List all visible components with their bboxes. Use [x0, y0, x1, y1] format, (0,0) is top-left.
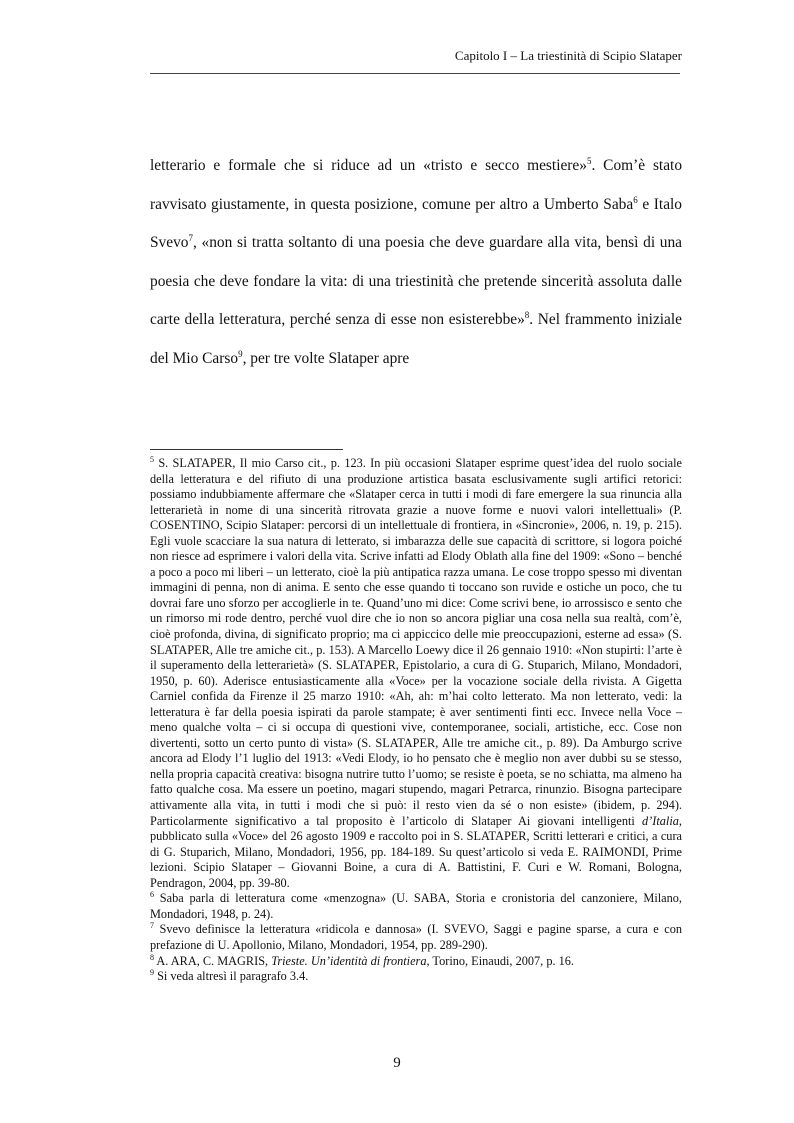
- page-number: 9: [393, 1055, 401, 1071]
- footnote-ref-8[interactable]: 8: [524, 310, 530, 320]
- footnote-number: 7: [150, 921, 154, 931]
- footnote-text: Svevo definisce la letteratura «ridicola e dannosa» (I. SVEVO, Saggi e pagine sparse, a cura e con prefazione di U. Apollonio, Milano, Mondadori, 1954, pp. 289-290).: [150, 922, 682, 952]
- footnote-text: , Torino, Einaudi, 2007, p. 16.: [426, 953, 574, 968]
- body-segment: e Italo Svevo: [150, 195, 683, 251]
- footnote-text: S. SLATAPER, Il mio Carso cit., p. 123. In più occasioni Slataper esprime quest’idea del ruolo sociale della letteratura e del rifiuto di una produzione artistica basata esclusivamente sugli artifici retorici: possiamo indubbiamente affermare che «Slataper cerca in tutti i modi di fare emergere la sua rinuncia alla letterarietà in nome di una sincerità ritrovata grazie a nuove forme e nuovi valori intellettuali» (P. COSENTINO, Scipio Slataper: percorsi di un intellettuale di frontiera, in «Sincronie», 2006, n. 19, p. 215). Egli vuole scacciare la sua natura di letterato, si imbarazza delle sue capacità di scrittore, si logora poiché non riesce ad esprimere i valori della vita. Scrive infatti ad Elody Oblath alla fine del 1909: «Sono – benché a poco a poco mi liberi – un letterato, cioè la più antipatica razza umana. Le cose troppo spesso mi diventan immagini di penna, non di anima. E sento che esse quando ti toccano son ruvide e ostiche un poco, che tu dovrai fare uno sforzo per accoglierle in te. Quand’uno mi dice: Come scrivi bene, io arrossisco e sento che un rimorso mi rode dentro, perché vuol dire che io non so ancora pigliar una cosa nella sua realtà, com’è, cioè profonda, divina, di significato proprio; ma ci appiccico delle mie preoccupazioni, esterne ad essa» (S. SLATAPER, Alle tre amiche cit., p. 153). A Marcello Loewy dice il 26 gennaio 1910: «Non stupirti: l’arte è il superamento della letterarietà» (S. SLATAPER, Epistolario, a cura di G. Stuparich, Milano, Mondadori, 1950, p. 60). Aderisce entusiasticamente alla «Voce» per la vocazione sociale della rivista. A Gigetta Carniel confida da Firenze il 25 marzo 1910: «Ah, ah: m’hai colto letterato. Ma non letterato, vedi: la letteratura è far della poesia ispirati da parole stampate; è aver sentimenti finti ecc. Invece nella Voce – meno qualche volta – ci si occupa di questioni vive, contemporanee, sociali, artistiche, ecc. Cose non divertenti, sotto un certo punto di vista» (S. SLATAPER, Alle tre amiche cit., p. 89). Da Amburgo scrive ancora ad Elody l’1 luglio del 1913: «Vedi Elody, io ho pensato che è meglio non aver dubbi su se stesso, nella propria capacità creativa: bisogna nutrire tutto l’uomo; se resiste è poeta, se no schiatta, ma almeno ha fatto qualche cosa. Ma essere un poetino, magari stupendo, magari Petrarca, rinunzio. Bisogna partecipare attivamente alla vita, in tutti i modi che si può: il resto vien da sé o non esiste» (ibidem, p. 294). Particolarmente significativo a tal proposito è l’articolo di Slataper Ai giovani intelligenti: [150, 456, 682, 828]
- footnote-5: [150, 456, 682, 891]
- footnote-7: [150, 922, 682, 953]
- footnote-6: [150, 891, 682, 922]
- body-segment: , per tre volte Slataper apre: [242, 349, 410, 367]
- footnote-number: 5: [150, 455, 154, 464]
- body-segment: letterario e formale che si riduce ad un «tristo e secco mestiere»: [150, 157, 587, 174]
- footnote-ref-5[interactable]: 5: [586, 156, 592, 166]
- footnote-number: 8: [150, 952, 154, 962]
- body-segment: , «non si tratta soltanto di una poesia che deve guardare alla vita, bensì di una poesia che deve fondare la vita: di una triestinità che pretende sincerità assoluta dalle carte della letteratura, perché senza di esse non esisterebbe»: [150, 234, 682, 328]
- body-paragraph: [150, 147, 682, 378]
- footnotes: [150, 456, 682, 985]
- footnote-separator: [150, 449, 343, 450]
- footnote-ref-7[interactable]: 7: [188, 233, 193, 243]
- footnote-8: [150, 954, 682, 970]
- footnote-number: 6: [150, 890, 154, 900]
- footnote-text: , pubblicato sulla «Voce» del 26 agosto 1909 e raccolto poi in S. SLATAPER, Scritti letterari e critici, a cura di G. Stuparich, Milano, Mondadori, 1956, pp. 184-189. Su quest’articolo si veda E. RAIMONDI, Prime lezioni. Scipio Slataper – Giovanni Boine, a cura di A. Battistini, F. Curi e W. Romani, Bologna, Pendragon, 2004, pp. 39-80.: [150, 813, 682, 890]
- running-header: Capitolo I – La triestinità di Scipio Slataper: [454, 48, 682, 63]
- footnote-ref-9[interactable]: 9: [238, 348, 243, 359]
- footnote-italic: Trieste. Un’identità di frontiera: [271, 953, 427, 968]
- footnote-italic: d’Italia: [642, 813, 679, 828]
- footnote-text: Si veda altresì il paragrafo 3.4.: [154, 969, 309, 984]
- footnote-9: [150, 969, 682, 985]
- body-segment: . Com’è stato ravvisato giustamente, in questa posizione, comune per altro a Umberto Saba: [150, 157, 683, 213]
- body-segment: . Nel frammento iniziale del Mio Carso: [150, 311, 682, 367]
- footnote-ref-6[interactable]: 6: [633, 194, 638, 205]
- header-rule: [150, 73, 680, 74]
- footnote-number: 9: [150, 968, 154, 978]
- footnote-text: A. ARA, C. MAGRIS,: [154, 953, 272, 968]
- footnote-text: Saba parla di letteratura come «menzogna» (U. SABA, Storia e cronistoria del canzoniere, Milano, Mondadori, 1948, p. 24).: [150, 891, 682, 921]
